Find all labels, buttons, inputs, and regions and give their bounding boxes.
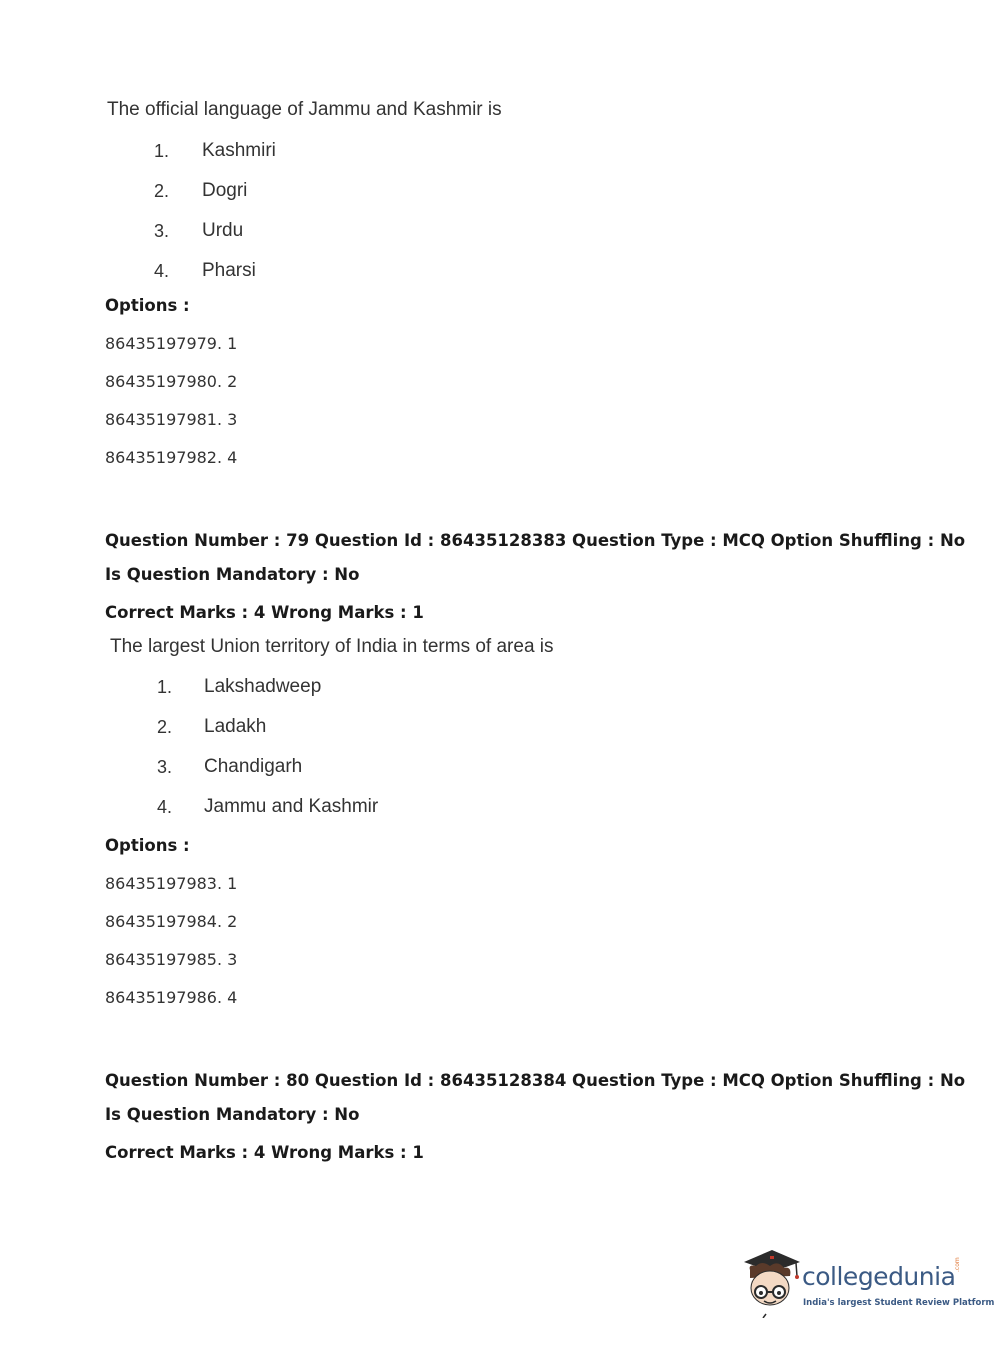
choice-number: 2. [154, 181, 170, 201]
option-id: 86435197980. 2 [105, 372, 238, 391]
question-marks: Correct Marks : 4 Wrong Marks : 1 [105, 603, 424, 622]
choice-number: 1. [154, 141, 170, 161]
question-text: The largest Union territory of India in terms of area is [110, 636, 554, 657]
question-header: Question Number : 80 Question Id : 86435128384 Question Type : MCQ Option Shuffling : No [105, 1071, 966, 1090]
student-mascot-icon [740, 1248, 802, 1318]
choice-label: Ladakh [204, 716, 267, 737]
choice-number: 3. [157, 757, 173, 777]
question-header: Question Number : 79 Question Id : 86435128383 Question Type : MCQ Option Shuffling : No [105, 531, 966, 550]
logo-domain: .com [954, 1257, 961, 1272]
choice-label: Jammu and Kashmir [204, 796, 379, 817]
choice-number: 4. [154, 261, 170, 281]
option-id: 86435197979. 1 [105, 334, 238, 353]
choice-number: 1. [157, 677, 173, 697]
choice-label: Chandigarh [204, 756, 303, 777]
choice-label: Dogri [202, 180, 248, 201]
option-id: 86435197984. 2 [105, 912, 238, 931]
choice-number: 4. [157, 797, 173, 817]
logo-tagline: India's largest Student Review Platform [803, 1298, 995, 1308]
choice-label: Urdu [202, 220, 244, 241]
option-id: 86435197983. 1 [105, 874, 238, 893]
option-id: 86435197986. 4 [105, 988, 238, 1007]
option-id: 86435197981. 3 [105, 410, 238, 429]
logo-name: collegedunia [802, 1262, 956, 1291]
options-heading: Options : [105, 836, 190, 855]
question-mandatory: Is Question Mandatory : No [105, 1105, 360, 1124]
collegedunia-logo [740, 1248, 995, 1320]
choice-label: Lakshadweep [204, 676, 322, 697]
question-text: The official language of Jammu and Kashmir is [107, 99, 502, 120]
choice-label: Kashmiri [202, 140, 276, 161]
choice-number: 3. [154, 221, 170, 241]
choice-label: Pharsi [202, 260, 256, 281]
question-marks: Correct Marks : 4 Wrong Marks : 1 [105, 1143, 424, 1162]
question-mandatory: Is Question Mandatory : No [105, 565, 360, 584]
options-heading: Options : [105, 296, 190, 315]
option-id: 86435197982. 4 [105, 448, 238, 467]
option-id: 86435197985. 3 [105, 950, 238, 969]
choice-number: 2. [157, 717, 173, 737]
